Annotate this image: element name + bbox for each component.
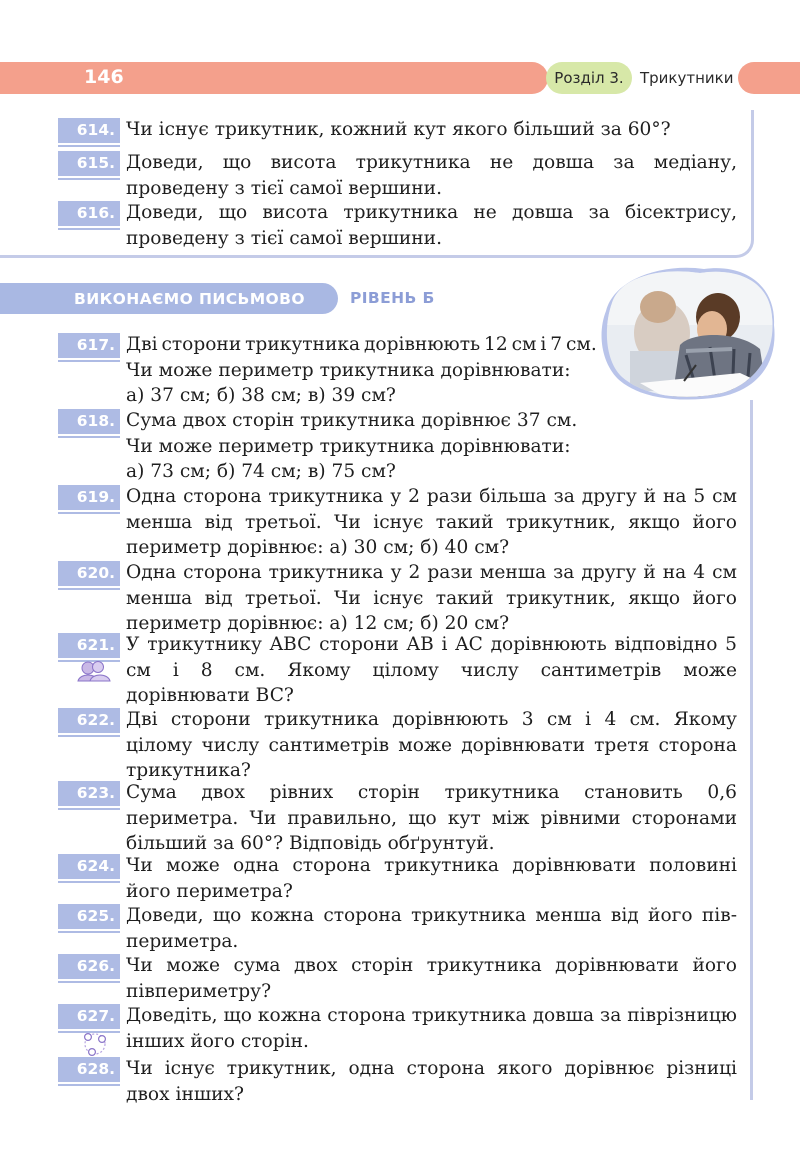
exercise-line: Чи може периметр трикутника дорівнювати: [126, 359, 571, 381]
exercise-text: Доведіть, що кожна сторона трикутника довша за піврізницю інших його сторін. [126, 1005, 737, 1052]
page-edge-line [750, 400, 753, 1100]
pair-work-icon [76, 660, 112, 686]
exercise-text: Чи може одна сторона трикутника дорівнювати половині його периметра? [126, 855, 737, 902]
exercise-number: 624. [58, 854, 120, 879]
exercise-number: 627. [58, 1004, 120, 1029]
exercise-number: 628. [58, 1057, 120, 1082]
exercise-text: Сума двох рівних сторін трикутника становить 0,6 периметра. Чи правильно, що кут між рівними сторонами більший за 60°? Відповідь обґрунтуй. [126, 782, 737, 854]
exercise-number: 614. [58, 118, 120, 143]
exercise-number: 615. [58, 151, 120, 176]
section-label: Розділ 3. [546, 62, 632, 94]
exercise-text: У трикутнику ABC сторони AB і AC дорівнюють відповідно 5 см і 8 см. Якому цілому числу сантиметрів може дорівнювати BC? [126, 634, 737, 706]
exercise-number: 617. [58, 333, 120, 358]
header-bar-end [738, 62, 800, 94]
exercise-text: Доведи, що висота трикутника не довша за бісектрису, проведену з тієї самої вершини. [126, 202, 737, 249]
exercise-line: Дві сторони трикутника дорівнюють 12 см і 7 см. [126, 334, 597, 355]
exercise-number: 621. [58, 633, 120, 658]
exercise-number: 626. [58, 954, 120, 979]
exercise-number: 616. [58, 201, 120, 226]
section-banner: ВИКОНАЄМО ПИСЬМОВО [0, 283, 338, 314]
exercise-text [126, 408, 606, 485]
topic-title: Трикутники [640, 69, 734, 87]
exercise-text: Одна сторона трикутника у 2 рази менша за другу й на 4 см менша від третьої. Чи існує такий трикутник, якщо його периметр дорівнює: а) 12 см; б) 20 см? [126, 562, 737, 634]
exercise-line: Сума двох сторін трикутника дорівнює 37 см. [126, 410, 578, 431]
exercise-text: Одна сторона трикутника у 2 рази більша за другу й на 5 см менша від третьої. Чи існує такий трикутник, якщо його периметр дорівнює: а) 30 см; б) 40 см? [126, 486, 737, 558]
exercise-text: Чи існує трикутник, кожний кут якого більший за 60°? [126, 119, 671, 140]
exercise-number: 618. [58, 409, 120, 434]
exercise-line: а) 73 см; б) 74 см; в) 75 см? [126, 461, 396, 482]
exercise-text: Чи існує трикутник, одна сторона якого дорівнює різниці двох інших? [126, 1058, 737, 1105]
exercise-number: 620. [58, 561, 120, 586]
exercise-line: а) 37 см; б) 38 см; в) 39 см? [126, 385, 396, 406]
exercise-text: Дві сторони трикутника дорівнюють 3 см і 4 см. Якому цілому числу сантиметрів може дорівнювати третя сторона трикутника? [126, 709, 737, 781]
exercise-text: Доведи, що висота трикутника не довша за медіану, проведену з тієї самої вершини. [126, 152, 737, 199]
exercise-number: 625. [58, 904, 120, 929]
page-number: 146 [84, 66, 124, 88]
exercise-text [126, 332, 606, 409]
exercise-number: 622. [58, 708, 120, 733]
exercise-line: Чи може периметр трикутника дорівнювати: [126, 435, 571, 457]
exercise-text: Доведи, що кожна сторона трикутника менша від його півпериметра. [126, 905, 737, 952]
difficulty-level: РІВЕНЬ Б [350, 289, 435, 307]
exercise-text: Чи може сума двох сторін трикутника дорівнювати його півпериметру? [126, 955, 737, 1002]
student-writing-photo [600, 265, 775, 400]
exercise-number: 623. [58, 781, 120, 806]
exercise-number: 619. [58, 485, 120, 510]
header-bar [0, 62, 548, 94]
